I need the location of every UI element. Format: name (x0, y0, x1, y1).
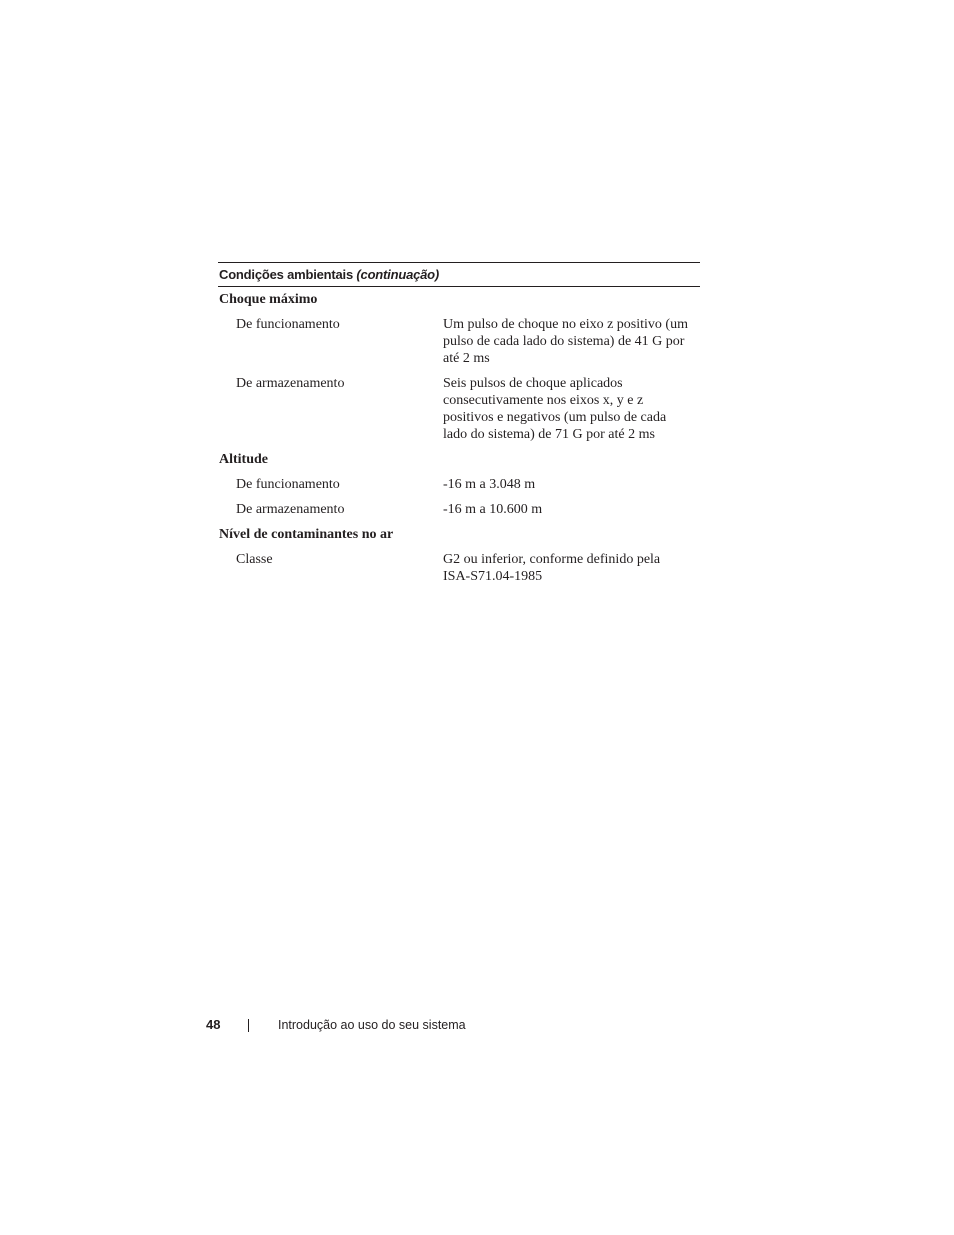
section-heading-airborne-contaminants: Nível de contaminantes no ar (219, 527, 394, 542)
page-number: 48 (206, 1017, 221, 1032)
row-label: De armazenamento (236, 376, 345, 391)
section-heading-max-shock: Choque máximo (219, 292, 318, 307)
section-heading-altitude: Altitude (219, 452, 268, 467)
row-label: De funcionamento (236, 317, 340, 332)
row-value: -16 m a 10.600 m (443, 502, 543, 517)
table-row (218, 371, 700, 447)
row-value: G2 ou inferior, conforme definido pela ISA-S71.04-1985 (443, 552, 661, 584)
footer-divider (248, 1019, 249, 1032)
table-header (218, 262, 700, 287)
table-title-suffix: (continuação) (356, 267, 440, 282)
row-value: Seis pulsos de choque aplicados consecutivamente nos eixos x, y e z positivos e negativos (um pulso de cada lado do sistema) de 71 G por até 2 ms (443, 376, 667, 442)
row-label: Classe (236, 552, 273, 567)
environmental-conditions-table (218, 262, 700, 589)
footer-title: Introdução ao uso do seu sistema (278, 1018, 466, 1032)
row-value: -16 m a 3.048 m (443, 477, 536, 492)
table-row (218, 472, 700, 497)
table-title: Condições ambientais (219, 267, 353, 282)
table-row (218, 497, 700, 522)
row-label: De funcionamento (236, 477, 340, 492)
row-label: De armazenamento (236, 502, 345, 517)
table-row (218, 547, 700, 589)
row-value: Um pulso de choque no eixo z positivo (um pulso de cada lado do sistema) de 41 G por até 2 ms (443, 317, 688, 366)
table-row (218, 312, 700, 371)
